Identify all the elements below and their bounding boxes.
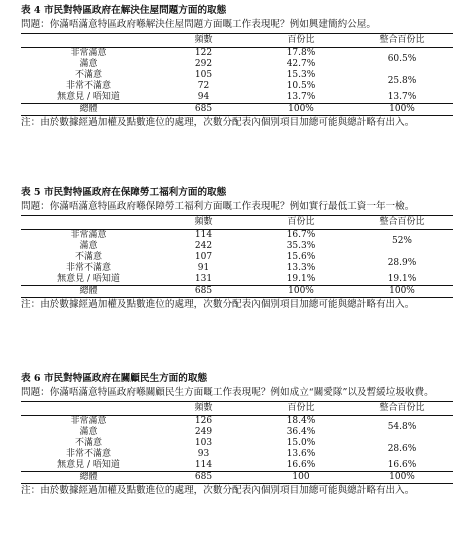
survey-question: 問題：你滿唔滿意特區政府喺解決住屋問題方面嘅工作表現呢？例如興建簡約公屋。 <box>21 19 376 30</box>
table-row <box>21 230 453 242</box>
note-label: 注： <box>21 485 41 496</box>
row-count: 114 <box>194 460 213 470</box>
combined-dissatisfied: 25.8% <box>387 75 417 86</box>
row-percent: 16.7% <box>286 230 316 240</box>
header-count: 頻數 <box>156 216 251 230</box>
combined-dissatisfied: 28.6% <box>387 443 417 454</box>
row-label: 無意見 / 唔知道 <box>57 92 120 102</box>
table-row <box>21 70 453 81</box>
row-percent: 16.6% <box>286 460 316 470</box>
row-label: 非常不滿意 <box>65 81 111 91</box>
row-percent: 10.5% <box>286 81 316 91</box>
row-label: 非常滿意 <box>70 230 107 240</box>
table-row <box>21 92 453 104</box>
row-count: 114 <box>194 230 213 240</box>
frequency-table <box>21 33 453 116</box>
row-count: 91 <box>197 263 210 273</box>
table-5-section <box>21 186 453 311</box>
row-label: 無意見 / 唔知道 <box>57 274 120 284</box>
combined-satisfied: 60.5% <box>387 53 417 64</box>
row-percent: 15.6% <box>286 252 316 262</box>
row-label: 不滿意 <box>74 438 102 448</box>
row-count: 72 <box>197 81 210 91</box>
table-header-row <box>21 216 453 230</box>
total-percent: 100% <box>251 104 351 116</box>
survey-question: 問題：你滿唔滿意特區政府喺保障勞工福利方面嘅工作表現呢？例如實行最低工資一年一檢。 <box>21 201 415 212</box>
row-percent: 18.4% <box>286 416 316 426</box>
row-count: 94 <box>197 92 210 102</box>
row-percent: 36.4% <box>286 427 316 437</box>
row-percent: 13.6% <box>286 449 316 459</box>
table-title: 表 6 市民對特區政府在關顧民生方面的取態 <box>21 373 208 384</box>
table-row <box>21 416 453 428</box>
total-row <box>21 472 453 484</box>
table-row <box>21 252 453 263</box>
row-label: 滿意 <box>79 241 98 251</box>
header-percent: 百份比 <box>251 402 351 416</box>
note-text: 由於數據經過加權及點數進位的處理，次數分配表內個別項目加總可能與總計略有出入。 <box>40 299 415 310</box>
table-note <box>21 298 453 311</box>
row-percent: 35.3% <box>286 241 316 251</box>
total-combined: 100% <box>351 286 453 298</box>
table-header-row <box>21 402 453 416</box>
total-count: 685 <box>156 286 251 298</box>
total-label: 總體 <box>21 472 156 484</box>
row-count: 107 <box>194 252 213 262</box>
total-combined: 100% <box>351 104 453 116</box>
row-count: 93 <box>197 449 210 459</box>
table-row <box>21 438 453 449</box>
row-percent: 17.8% <box>286 48 316 58</box>
row-label: 無意見 / 唔知道 <box>57 460 120 470</box>
row-label: 非常滿意 <box>70 416 107 426</box>
table-row <box>21 460 453 472</box>
row-label: 非常不滿意 <box>65 263 111 273</box>
combined-no-opinion: 16.6% <box>387 460 417 470</box>
table-4-section <box>21 4 453 129</box>
header-percent: 百份比 <box>251 34 351 48</box>
header-combined-percent: 整合百份比 <box>351 34 453 48</box>
total-row <box>21 104 453 116</box>
frequency-table <box>21 215 453 298</box>
combined-dissatisfied: 28.9% <box>387 257 417 268</box>
combined-no-opinion: 19.1% <box>387 274 417 284</box>
header-combined-percent: 整合百份比 <box>351 216 453 230</box>
note-text: 由於數據經過加權及點數進位的處理，次數分配表內個別項目加總可能與總計略有出入。 <box>40 117 415 128</box>
table-6-section <box>21 372 453 497</box>
row-label: 不滿意 <box>74 70 102 80</box>
table-title: 表 5 市民對特區政府在保障勞工福利方面的取態 <box>21 187 227 198</box>
table-note <box>21 484 453 497</box>
table-note <box>21 116 453 129</box>
total-percent: 100 <box>251 472 351 484</box>
table-header-row <box>21 34 453 48</box>
row-percent: 15.0% <box>286 438 316 448</box>
row-count: 242 <box>194 241 213 251</box>
table-title: 表 4 市民對特區政府在解決住屋問題方面的取態 <box>21 5 227 16</box>
row-label: 滿意 <box>79 59 98 69</box>
total-percent: 100% <box>251 286 351 298</box>
row-percent: 19.1% <box>286 274 316 284</box>
row-count: 249 <box>194 427 213 437</box>
row-percent: 42.7% <box>286 59 316 69</box>
header-percent: 百份比 <box>251 216 351 230</box>
survey-question: 問題：你滿唔滿意特區政府喺關顧民生方面嘅工作表現呢？例如成立“關愛隊”以及暫緩垃圾收費。 <box>21 387 434 398</box>
total-count: 685 <box>156 472 251 484</box>
combined-satisfied: 54.8% <box>387 421 417 432</box>
row-label: 滿意 <box>79 427 98 437</box>
combined-no-opinion: 13.7% <box>387 92 417 102</box>
row-count: 105 <box>194 70 213 80</box>
row-count: 126 <box>194 416 213 426</box>
row-count: 103 <box>194 438 213 448</box>
frequency-table <box>21 401 453 484</box>
header-combined-percent: 整合百份比 <box>351 402 453 416</box>
total-row <box>21 286 453 298</box>
row-count: 131 <box>194 274 213 284</box>
total-count: 685 <box>156 104 251 116</box>
row-label: 非常不滿意 <box>65 449 111 459</box>
combined-satisfied: 52% <box>391 235 412 246</box>
note-label: 注： <box>21 117 41 128</box>
note-text: 由於數據經過加權及點數進位的處理，次數分配表內個別項目加總可能與總計略有出入。 <box>40 485 415 496</box>
header-count: 頻數 <box>156 34 251 48</box>
header-count: 頻數 <box>156 402 251 416</box>
total-label: 總體 <box>21 286 156 298</box>
row-percent: 13.3% <box>286 263 316 273</box>
row-percent: 13.7% <box>286 92 316 102</box>
note-label: 注： <box>21 299 41 310</box>
row-percent: 15.3% <box>286 70 316 80</box>
table-row <box>21 274 453 286</box>
row-count: 122 <box>194 48 213 58</box>
table-row <box>21 48 453 60</box>
row-label: 非常滿意 <box>70 48 107 58</box>
row-label: 不滿意 <box>74 252 102 262</box>
total-label: 總體 <box>21 104 156 116</box>
row-count: 292 <box>194 59 213 69</box>
total-combined: 100% <box>351 472 453 484</box>
